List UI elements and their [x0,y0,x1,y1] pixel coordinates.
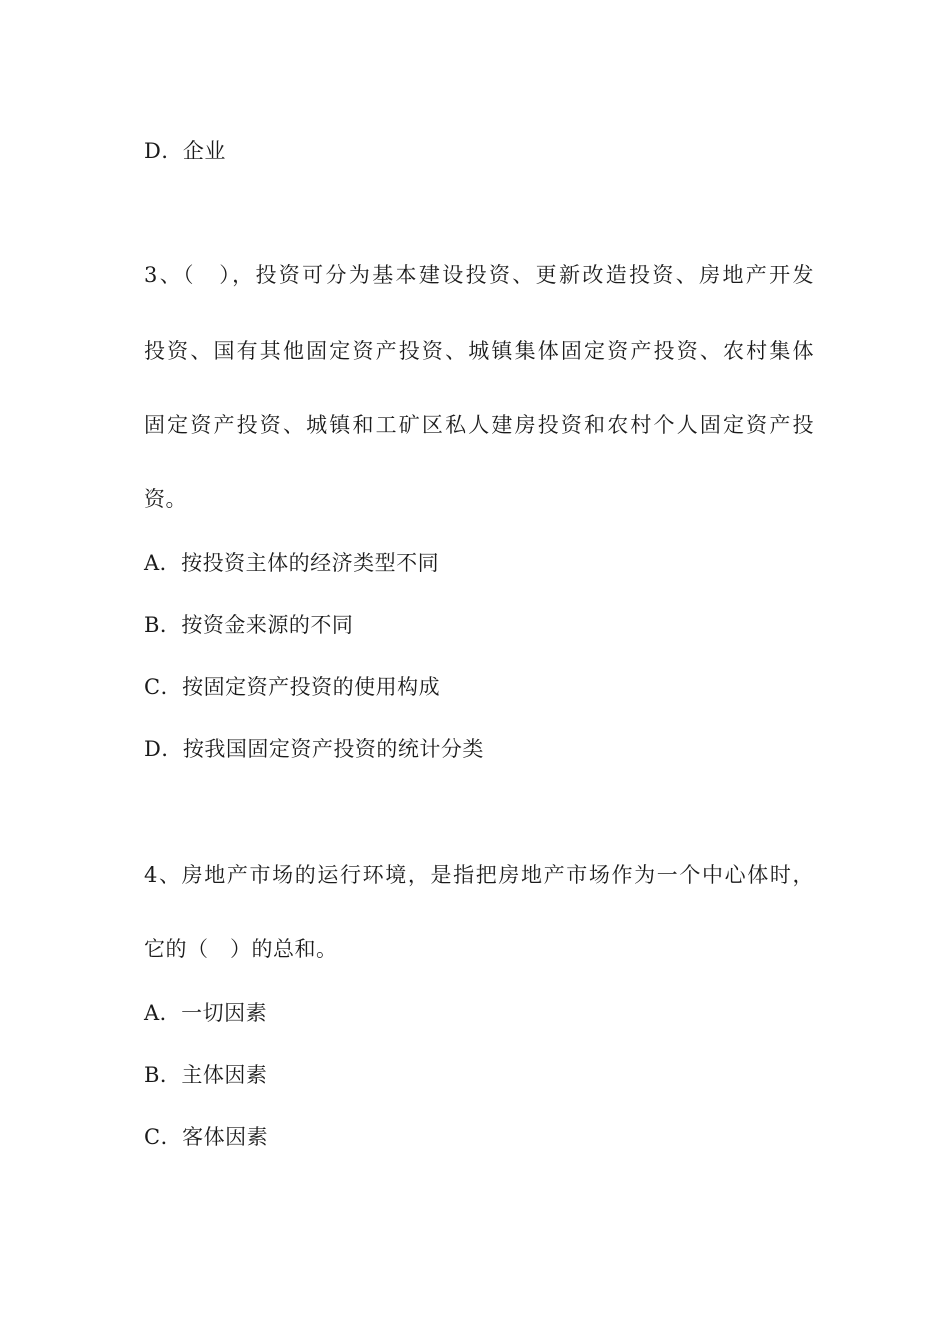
q3-option-c: C．按固定资产投资的使用构成 [144,675,441,699]
q4-stem-line-2: 它的（ ）的总和。 [144,937,338,961]
q3-option-b: B．按资金来源的不同 [144,613,354,637]
q4-option-c: C．客体因素 [144,1125,269,1149]
q4-option-b: B．主体因素 [144,1063,268,1087]
q2-option-d: D．企业 [144,139,226,163]
q3-stem-line-1: 3、（ ），投资可分为基本建设投资、更新改造投资、房地产开发 [144,263,814,287]
q3-option-a: A．按投资主体的经济类型不同 [144,551,440,575]
q3-stem-line-4: 资。 [144,487,187,511]
q3-stem-line-3: 固定资产投资、城镇和工矿区私人建房投资和农村个人固定资产投 [144,413,814,437]
q3-stem-line-2: 投资、国有其他固定资产投资、城镇集体固定资产投资、农村集体 [144,339,814,363]
q4-stem-line-1: 4、房地产市场的运行环境，是指把房地产市场作为一个中心体时， [144,863,814,887]
q4-option-a: A．一切因素 [144,1001,268,1025]
q3-option-d: D．按我国固定资产投资的统计分类 [144,737,484,761]
